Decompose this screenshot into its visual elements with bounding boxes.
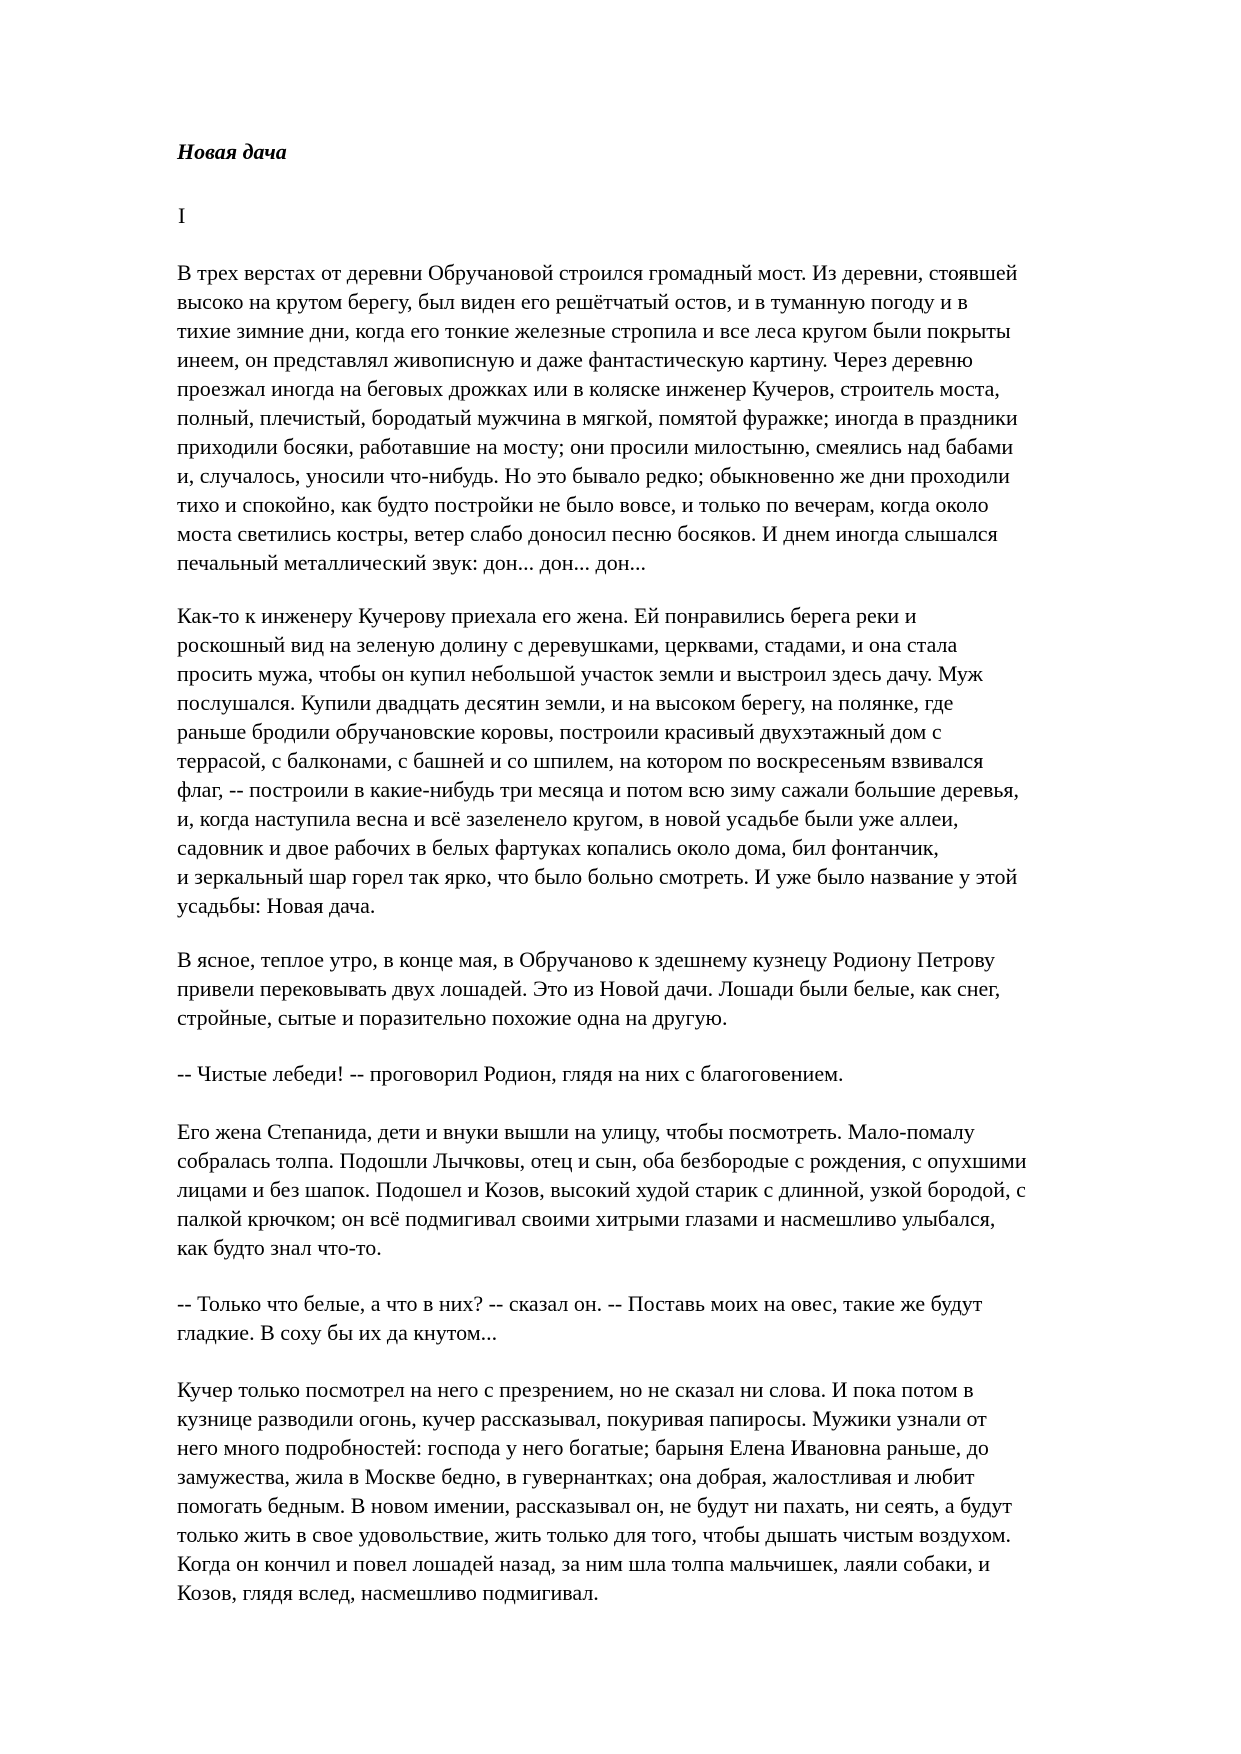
text-line: кузнице разводили огонь, кучер рассказывал, покуривая папиросы. Мужики узнали от [177,1406,987,1431]
text-line: В ясное, теплое утро, в конце мая, в Обручаново к здешнему кузнецу Родиону Петрову [177,947,996,972]
text-line: садовник и двое рабочих в белых фартуках копались около дома, бил фонтанчик, [177,835,939,860]
text-line: -- Только что белые, а что в них? -- сказал он. -- Поставь моих на овес, такие же будут [177,1291,983,1316]
text-line: высоко на крутом берегу, был виден его решётчатый остов, и в туманную погоду и в [177,289,968,314]
text-line: приходили босяки, работавшие на мосту; они просили милостыню, смеялись над бабами [177,434,1014,459]
text-line: тихие зимние дни, когда его тонкие железные стропила и все леса кругом были покрыты [177,318,1011,343]
text-line: палкой крючком; он всё подмигивал своими хитрыми глазами и насмешливо улыбался, [177,1206,996,1231]
paragraph-2 [177,601,1177,920]
text-line: инеем, он представлял живописную и даже фантастическую картину. Через деревню [177,347,973,372]
text-line: роскошный вид на зеленую долину с деревушками, церквами, стадами, и она стала [177,632,958,657]
text-line: и, когда наступила весна и всё зазеленело кругом, в новой усадьбе были уже аллеи, [177,806,959,831]
text-line: лицами и без шапок. Подошел и Козов, высокий худой старик с длинной, узкой бородой, с [177,1177,1026,1202]
paragraph-5 [177,1117,1177,1262]
text-line: только жить в свое удовольствие, жить только для того, чтобы дышать чистым воздухом. [177,1522,1011,1547]
chapter-number: I [178,203,186,228]
text-line: и, случалось, уносили что-нибудь. Но это бывало редко; обыкновенно же дни проходили [177,463,1010,488]
text-line: раньше бродили обручановские коровы, построили красивый двухэтажный дом с [177,719,942,744]
paragraph-6 [177,1289,1177,1347]
text-line: гладкие. В соху бы их да кнутом... [177,1320,498,1345]
text-line: помогать бедным. В новом имении, рассказывал он, не будут ни пахать, ни сеять, а будут [177,1493,1012,1518]
paragraph-3 [177,945,1177,1032]
text-line: флаг, -- построили в какие-нибудь три месяца и потом всю зиму сажали большие деревья, [177,777,1020,802]
text-line: моста светились костры, ветер слабо доносил песню босяков. И днем иногда слышался [177,521,998,546]
text-line: Козов, глядя вслед, насмешливо подмигивал. [177,1580,599,1605]
paragraph-4 [177,1059,1177,1088]
story-title: Новая дача [177,139,287,164]
text-line: полный, плечистый, бородатый мужчина в мягкой, помятой фуражке; иногда в праздники [177,405,1018,430]
text-line: как будто знал что-то. [177,1235,382,1260]
text-line: В трех верстах от деревни Обручановой строился громадный мост. Из деревни, стоявшей [177,260,1018,285]
text-line: него много подробностей: господа у него богатые; барыня Елена Ивановна раньше, до [177,1435,989,1460]
text-line: стройные, сытые и поразительно похожие одна на другую. [177,1005,728,1030]
text-line: усадьбы: Новая дача. [177,893,376,918]
text-line: печальный металлический звук: дон... дон... дон... [177,550,647,575]
text-line: террасой, с балконами, с башней и со шпилем, на котором по воскресеньям взвивался [177,748,984,773]
text-line: Его жена Степанида, дети и внуки вышли на улицу, чтобы посмотреть. Мало-помалу [177,1119,975,1144]
text-line: собралась толпа. Подошли Лычковы, отец и сын, оба безбородые с рождения, с опухшими [177,1148,1027,1173]
text-line: Как-то к инженеру Кучерову приехала его жена. Ей понравились берега реки и [177,603,917,628]
text-line: тихо и спокойно, как будто постройки не было вовсе, и только по вечерам, когда около [177,492,989,517]
text-line: замужества, жила в Москве бедно, в гувернантках; она добрая, жалостливая и любит [177,1464,975,1489]
text-line: привели перековывать двух лошадей. Это из Новой дачи. Лошади были белые, как снег, [177,976,1001,1001]
paragraph-7 [177,1375,1177,1607]
text-line: -- Чистые лебеди! -- проговорил Родион, глядя на них с благоговением. [177,1061,844,1086]
text-line: просить мужа, чтобы он купил небольшой участок земли и выстроил здесь дачу. Муж [177,661,983,686]
text-line: Кучер только посмотрел на него с презрением, но не сказал ни слова. И пока потом в [177,1377,974,1402]
paragraph-1 [177,258,1177,577]
text-line: послушался. Купили двадцать десятин земли, и на высоком берегу, на полянке, где [177,690,954,715]
text-line: проезжал иногда на беговых дрожках или в коляске инженер Кучеров, строитель моста, [177,376,1000,401]
text-line: и зеркальный шар горел так ярко, что было больно смотреть. И уже было название у этой [177,864,1018,889]
text-line: Когда он кончил и повел лошадей назад, за ним шла толпа мальчишек, лаяли собаки, и [177,1551,991,1576]
